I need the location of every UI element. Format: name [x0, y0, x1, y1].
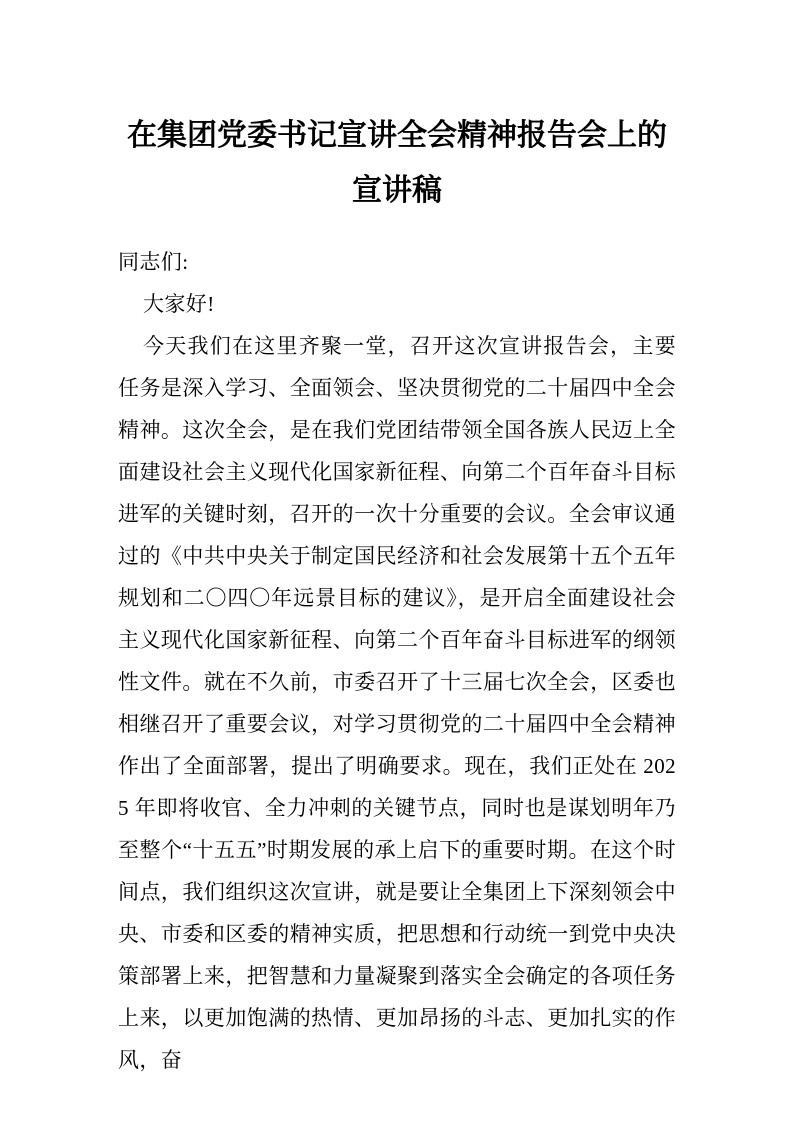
- greeting-line: 大家好!: [143, 292, 215, 316]
- salutation-line: 同志们:: [118, 250, 189, 274]
- document-title: 在集团党委书记宣讲全会精神报告会上的宣讲稿: [127, 119, 667, 207]
- document-content: [118, 108, 676, 1081]
- body-paragraph: 今天我们在这里齐聚一堂，召开这次宣讲报告会，主要任务是深入学习、全面领会、坚决贯彻党的二十届四中全会精神。这次全会，是在我们党团结带领全国各族人民迈上全面建设社会主义现代化国家新征程、向第二个百年奋斗目标进军的关键时刻，召开的一次十分重要的会议。全会审议通过的《中共中央关于制定国民经济和社会发展第十五个五年规划和二〇四〇年远景目标的建议》，是开启全面建设社会主义现代化国家新征程、向第二个百年奋斗目标进军的纲领性文件。就在不久前，市委召开了十三届七次全会，区委也相继召开了重要会议，对学习贯彻党的二十届四中全会精神作出了全面部署，提出了明确要求。现在，我们正处在 2025 年即将收官、全力冲刺的关键节点，同时也是谋划明年乃至整个“十五五”时期发展的承上启下的重要时期。在这个时间点，我们组织这次宣讲，就是要让全集团上下深刻领会中央、市委和区委的精神实质，把思想和行动统一到党中央决策部署上来，把智慧和力量凝聚到落实全会确定的各项任务上来，以更加饱满的热情、更加昂扬的斗志、更加扎实的作风，奋: [118, 334, 676, 1072]
- document-body: [118, 241, 676, 1081]
